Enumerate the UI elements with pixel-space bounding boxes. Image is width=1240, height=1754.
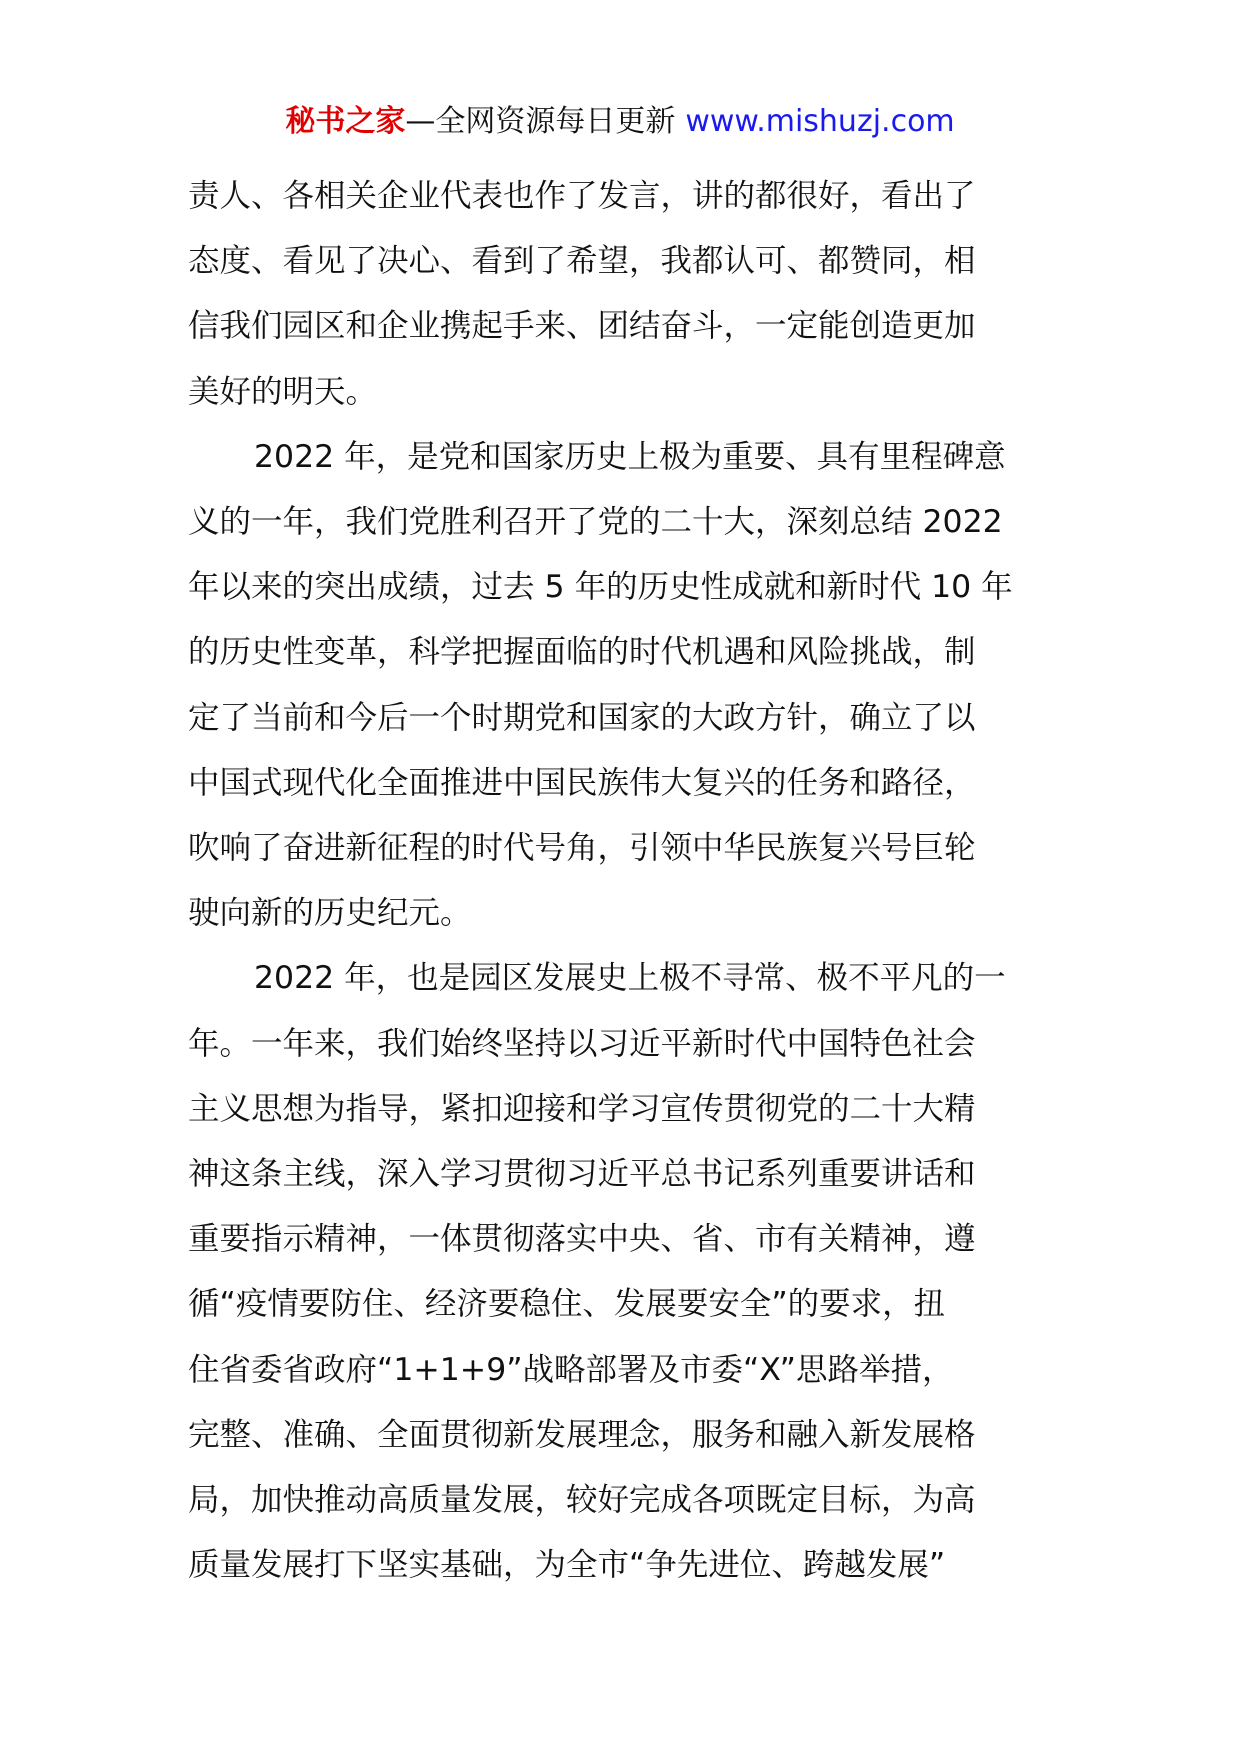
text-line: 循“疫情要防住、经济要稳住、发展要安全”的要求，扭 (188, 1286, 946, 1323)
text-line: 中国式现代化全面推进中国民族伟大复兴的任务和路径， (188, 764, 976, 801)
text-line: 完整、准确、全面贯彻新发展理念，服务和融入新发展格 (188, 1416, 976, 1453)
header-tagline: —全网资源每日更新 (405, 104, 676, 139)
page-header (0, 100, 1240, 144)
text-line: 住省委省政府“1+1+9”战略部署及市委“X”思路举措， (188, 1351, 954, 1388)
text-line: 的历史性变革，科学把握面临的时代机遇和风险挑战，制 (188, 634, 976, 671)
text-line: 主义思想为指导，紧扣迎接和学习宣传贯彻党的二十大精 (188, 1090, 976, 1127)
paragraph-1 (188, 164, 1062, 425)
text-line: 驶向新的历史纪元。 (188, 895, 472, 932)
text-line: 美好的明天。 (188, 373, 378, 410)
text-line: 年。一年来，我们始终坚持以习近平新时代中国特色社会 (188, 1025, 976, 1062)
text-line: 2022 年，是党和国家历史上极为重要、具有里程碑意 (254, 438, 1006, 475)
paragraph-3 (188, 946, 1062, 1598)
text-line: 态度、看见了决心、看到了希望，我都认可、都赞同，相 (188, 243, 976, 280)
document-body (188, 164, 1062, 1598)
site-url-link[interactable]: www.mishuzj.com (685, 104, 955, 139)
text-line: 2022 年，也是园区发展史上极不寻常、极不平凡的一 (254, 960, 1006, 997)
text-line: 定了当前和今后一个时期党和国家的大政方针，确立了以 (188, 699, 976, 736)
text-line: 义的一年，我们党胜利召开了党的二十大，深刻总结 2022 (188, 504, 1003, 541)
brand-name: 秘书之家 (285, 104, 406, 139)
text-line: 局，加快推动高质量发展，较好完成各项既定目标，为高 (188, 1482, 976, 1519)
text-line: 责人、各相关企业代表也作了发言，讲的都很好，看出了 (188, 178, 976, 214)
text-line: 年以来的突出成绩，过去 5 年的历史性成就和新时代 10 年 (188, 569, 1013, 606)
text-line: 信我们园区和企业携起手来、团结奋斗，一定能创造更加 (188, 308, 976, 345)
text-line: 吹响了奋进新征程的时代号角，引领中华民族复兴号巨轮 (188, 830, 976, 867)
text-line: 重要指示精神，一体贯彻落实中央、省、市有关精神，遵 (188, 1221, 976, 1258)
paragraph-2 (188, 425, 1062, 947)
text-line: 神这条主线，深入学习贯彻习近平总书记系列重要讲话和 (188, 1156, 976, 1193)
text-line: 质量发展打下坚实基础，为全市“争先进位、跨越发展” (188, 1547, 946, 1584)
